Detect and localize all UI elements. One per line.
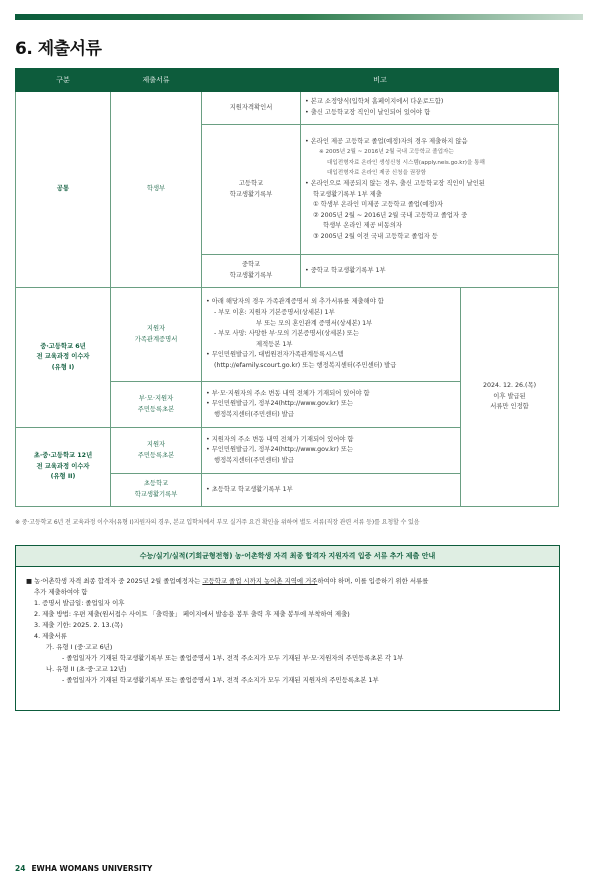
group-common: 공통 bbox=[16, 92, 111, 288]
header-remarks: 비고 bbox=[202, 69, 559, 92]
doc-name: 지원자 가족관계증명서 bbox=[111, 288, 202, 382]
doc-name: 지원자격확인서 bbox=[202, 92, 301, 125]
doc-notes: • 온라인 제공 고등학교 졸업(예정)자의 경우 제출하지 않음 ※ 2005년 2월 ~ 2016년 2월 국내 고등학교 졸업자는 대입전형자료 온라인 생성신청 시스템(apply.neis.go.kr)을 통해 대입전형자료 온라인 제공 신청을 권장함 • 온라인으로 제공되지 않는 경우, 출신 고등학교장 직인이 날인된 학교생활기록부 1부 제출 ① 학생부 온라인 미제공 고등학교 졸업(예정)자 ② 2005년 2월 ~ 2016년 2월 국내 고등학교 졸업자 중 학생부 온라인 제공 비동의자 ③ 2005년 2월 이전 국내 고등학교 졸업자 등 bbox=[301, 125, 559, 255]
university-name: EWHA WOMANS UNIVERSITY bbox=[31, 864, 153, 873]
group-type1: 중·고등학교 6년 전 교육과정 이수자 (유형 I) bbox=[16, 288, 111, 428]
issue-date-note: 2024. 12. 26.(목) 이후 발급된 서류만 인정함 bbox=[461, 288, 559, 507]
doc-name: 지원자 주민등록초본 bbox=[111, 428, 202, 474]
page-footer bbox=[15, 864, 152, 873]
notice-item: 2. 제출 방법: 우편 제출(원서접수 사이트 「출력물」 페이지에서 발송용 봉투 출력 후 제출 봉투에 부착하여 제출) bbox=[34, 610, 350, 618]
table-row bbox=[16, 288, 559, 382]
notice-subitem-detail: - 졸업일자가 기재된 학교생활기록부 또는 졸업증명서 1부, 전적 주소지가 모두 기재된 부·모·지원자의 주민등록초본 각 1부 bbox=[62, 654, 404, 662]
notice-heading: 수능/실기/실적(기회균형전형) 농·어촌학생 자격 최종 합격자 지원자격 입증 서류 추가 제출 안내 bbox=[16, 546, 559, 567]
doc-name: 고등학교 학교생활기록부 bbox=[202, 125, 301, 255]
header-documents: 제출서류 bbox=[111, 69, 202, 92]
page-title: 6. 제출서류 bbox=[15, 39, 102, 59]
doc-name: 중학교 학교생활기록부 bbox=[202, 255, 301, 288]
doc-name: 부·모·지원자 주민등록초본 bbox=[111, 382, 202, 428]
doc-notes: • 본교 소정양식(입학처 홈페이지에서 다운로드함) • 출신 고등학교장 직인이 날인되어 있어야 함 bbox=[301, 92, 559, 125]
notice-intro-cont: 추가 제출하여야 함 bbox=[34, 588, 88, 596]
doc-notes: • 아래 해당자의 경우 가족관계증명서 외 추가서류를 제출해야 함 - 부모 이혼: 지원자 기본증명서(상세본) 1부 부 또는 모의 혼인관계 증명서(상세본) 1부 - 부모 사망: 사망한 부·모의 기본증명서(상세본) 또는 제적등본 1부 • 무인민원발급기, 대법원전자가족관계등록시스템 (http://efamily.scourt.go.kr) 또는 행정복지센터(주민센터) 발급 bbox=[202, 288, 461, 382]
notice-subitem: 가. 유형 I (중·고교 6년) bbox=[46, 643, 113, 651]
table-row bbox=[16, 92, 559, 125]
table-footnote: ※ 중·고등학교 6년 전 교육과정 이수자(유형 I)지원자의 경우, 본교 입학처에서 부모 실거주 요건 확인을 위하여 별도 서류(직장 관련 서류 등)를 요청할 수 있음 bbox=[15, 519, 420, 526]
notice-box bbox=[15, 545, 560, 711]
documents-table bbox=[15, 68, 559, 507]
notice-subitem-detail: - 졸업일자가 기재된 학교생활기록부 또는 졸업증명서 1부, 전적 주소지가 모두 기재된 지원자의 주민등록초본 1부 bbox=[62, 676, 379, 684]
notice-intro: ■ 농·어촌학생 자격 최종 합격자 중 2025년 2월 졸업예정자는 고등학교 졸업 시까지 농어촌 지역에 거주하여야 하며, 이를 입증하기 위한 서류를 bbox=[26, 577, 429, 585]
group-type2: 초·중·고등학교 12년 전 교육과정 이수자 (유형 II) bbox=[16, 428, 111, 507]
doc-notes: • 지원자의 주소 변동 내역 전체가 기재되어 있어야 함 • 무인민원발급기, 정부24(http://www.gov.kr) 또는 행정복지센터(주민센터) 발급 bbox=[202, 428, 461, 474]
doc-name: 초등학교 학교생활기록부 bbox=[111, 474, 202, 507]
notice-item: 4. 제출서류 bbox=[34, 632, 67, 640]
top-accent-bar bbox=[15, 14, 583, 20]
doc-notes: • 초등학교 학교생활기록부 1부 bbox=[202, 474, 461, 507]
header-category: 구분 bbox=[16, 69, 111, 92]
doc-notes: • 부·모·지원자의 주소 변동 내역 전체가 기재되어 있어야 함 • 무인민원발급기, 정부24(http://www.gov.kr) 또는 행정복지센터(주민센터) 발급 bbox=[202, 382, 461, 428]
doc-notes: • 중학교 학교생활기록부 1부 bbox=[301, 255, 559, 288]
notice-item: 1. 증명서 발급일: 졸업일자 이후 bbox=[34, 599, 125, 607]
sub-student-record: 학생부 bbox=[111, 92, 202, 288]
table-header-row bbox=[16, 69, 559, 92]
notice-body bbox=[16, 567, 559, 686]
page-number: 24 bbox=[15, 864, 26, 873]
notice-item: 3. 제출 기한: 2025. 2. 13.(목) bbox=[34, 621, 123, 629]
notice-subitem: 나. 유형 II (초·중·고교 12년) bbox=[46, 665, 127, 673]
